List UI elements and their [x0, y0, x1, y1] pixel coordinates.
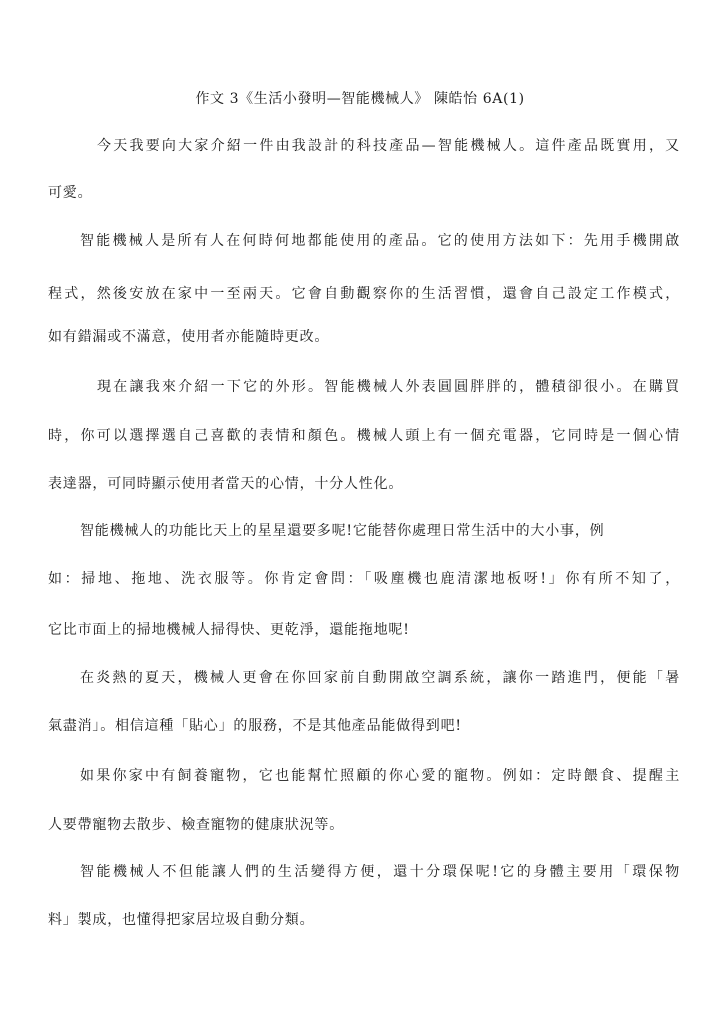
paragraph-7-line-2: 料」製成，也懂得把家居垃圾自動分類。	[48, 912, 315, 928]
paragraph-1-line-1: 今天我要向大家介紹一件由我設計的科技產品—智能機械人。這件產品既實用，又	[97, 138, 680, 154]
paragraph-6-line-1: 如果你家中有飼養寵物，它也能幫忙照顧的你心愛的寵物。例如：定時餵食、提醒主	[80, 768, 680, 784]
paragraph-2-line-3: 如有錯漏或不滿意，使用者亦能隨時更改。	[48, 329, 330, 345]
paragraph-3-line-1: 現在讓我來介紹一下它的外形。智能機械人外表圓圓胖胖的，體積卻很小。在購買	[97, 379, 680, 395]
paragraph-6-line-2: 人要帶寵物去散步、檢查寵物的健康狀況等。	[48, 817, 344, 833]
paragraph-4-line-1: 智能機械人的功能比天上的星星還要多呢!它能替你處理日常生活中的大小事，例	[80, 523, 605, 539]
paragraph-1-line-2: 可愛。	[48, 185, 93, 201]
paragraph-5-line-2: 氣盡消」。相信這種「貼心」的服務，不是其他產品能做得到吧!	[48, 718, 462, 734]
paragraph-4-line-3: 它比市面上的掃地機械人掃得快、更乾淨，還能拖地呢!	[48, 622, 410, 638]
paragraph-3-line-2: 時，你可以選擇選自己喜歡的表情和顏色。機械人頭上有一個充電器，它同時是一個心情	[48, 428, 680, 444]
essay-title: 作文 3《生活小發明—智能機械人》 陳皓怡 6A(1)	[195, 91, 525, 107]
paragraph-4-line-2: 如：掃地、拖地、洗衣服等。你肯定會問：「吸塵機也鹿清潔地板呀!」你有所不知了，	[48, 571, 680, 587]
paragraph-2-line-2: 程式，然後安放在家中一至兩天。它會自動觀察你的生活習慣，還會自己設定工作模式，	[48, 286, 680, 302]
paragraph-5-line-1: 在炎熱的夏天，機械人更會在你回家前自動開啟空調系統，讓你一踏進門，便能「暑	[80, 670, 680, 686]
paragraph-2-line-1: 智能機械人是所有人在何時何地都能使用的產品。它的使用方法如下：先用手機開啟	[80, 233, 680, 249]
paragraph-3-line-3: 表達器，可同時顯示使用者當天的心情，十分人性化。	[48, 476, 404, 492]
paragraph-7-line-1: 智能機械人不但能讓人們的生活變得方便，還十分環保呢!它的身體主要用「環保物	[80, 864, 680, 880]
